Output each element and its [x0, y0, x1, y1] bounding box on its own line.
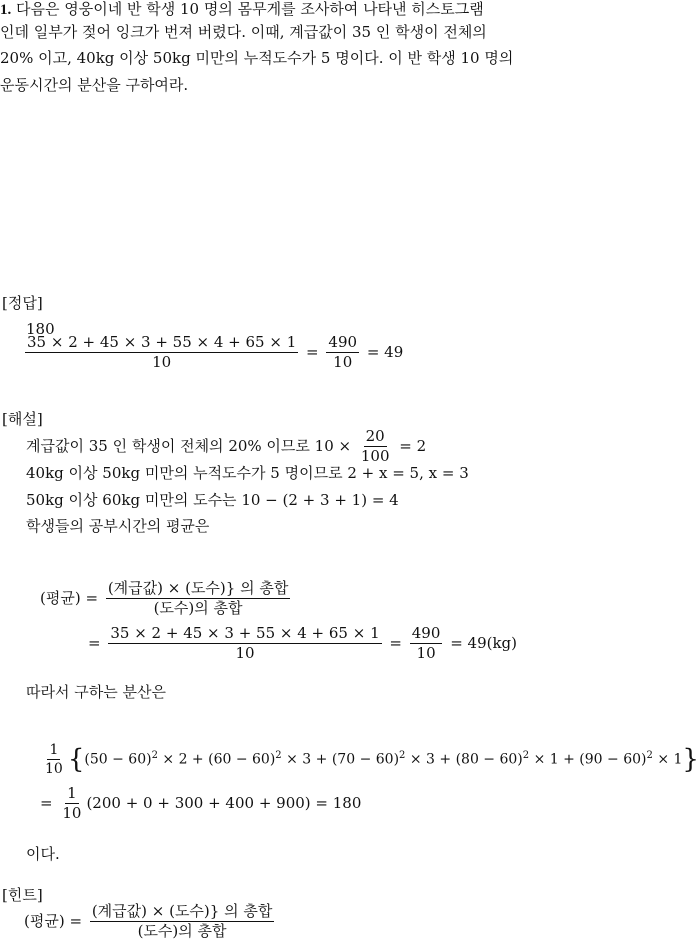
answer-fraction-2-num: 490: [326, 334, 359, 353]
hint-fraction: [90, 903, 275, 941]
answer-fraction-2: [326, 334, 359, 372]
variance-formula: [40, 742, 699, 777]
answer-numerator: 35 × 2 + 45 × 3 + 55 × 4 + 65 × 1: [25, 334, 298, 353]
variance-result-num: 1: [65, 785, 79, 804]
variance-result-den: 10: [62, 804, 82, 823]
answer-equals: =: [306, 342, 319, 361]
mean-formula: [40, 580, 293, 618]
solution-step-2: 40kg 이상 50kg 미만의 누적도수가 5 명이므로 2 + x = 5, x = 3: [26, 464, 469, 482]
solution-step-1-result: = 2: [399, 436, 427, 455]
mean-calc-equals-2: =: [389, 633, 402, 652]
variance-square-3: 2: [399, 749, 406, 761]
answer-result: = 49: [366, 342, 404, 361]
hint-numerator: (계급값) × (도수)} 의 총합: [90, 903, 275, 922]
variance-result-fraction: [60, 785, 83, 823]
hint-lhs: (평균) =: [24, 911, 83, 930]
variance-square-4: 2: [522, 749, 530, 761]
problem-line-3: 20% 이고, 40kg 이상 50kg 미만의 누적도수가 5 명이다. 이 반 학생 10 명의: [0, 49, 514, 67]
variance-brace-close: }: [682, 744, 699, 775]
mean-calc-fraction-2-den: 10: [416, 644, 436, 663]
problem-line-1: [0, 0, 484, 19]
variance-square-5: 2: [646, 749, 653, 761]
answer-fraction-2-den: 10: [333, 353, 353, 372]
answer-value-above: 180: [26, 320, 55, 338]
variance-square-2: 2: [275, 749, 282, 761]
variance-term-1: (50 − 60): [84, 751, 152, 768]
problem-text-1: 다음은 영웅이네 반 학생 10 명의 몸무게를 조사하여 나타낸 히스토그램: [16, 0, 484, 18]
answer-denominator: 10: [152, 353, 172, 372]
answer-fraction: [25, 334, 298, 372]
variance-term-2: × 2 + (60 − 60): [157, 751, 276, 768]
variance-result: [40, 785, 361, 823]
solution-step-1-den: 100: [360, 447, 390, 466]
variance-frac-den: 10: [45, 761, 63, 778]
answer-equation: [22, 334, 403, 372]
hint-formula: [24, 903, 277, 941]
mean-numerator: (계급값) × (도수)} 의 총합: [106, 580, 291, 599]
hint-label: [힌트]: [2, 886, 43, 904]
variance-square-1: 2: [151, 749, 158, 761]
variance-result-equals: =: [40, 793, 53, 812]
mean-calc-numerator: 35 × 2 + 45 × 3 + 55 × 4 + 65 × 1: [108, 625, 381, 644]
mean-calc-fraction-2-num: 490: [410, 625, 443, 644]
solution-step-1-fraction: [359, 428, 392, 466]
variance-result-expr: (200 + 0 + 300 + 400 + 900) = 180: [86, 793, 362, 812]
mean-calc-result: = 49(kg): [450, 633, 518, 652]
solution-step-4: 학생들의 공부시간의 평균은: [26, 517, 210, 535]
variance-term-3: × 3 + (70 − 60): [281, 751, 400, 768]
mean-denominator: (도수)의 총합: [153, 599, 243, 618]
solution-step-1-num: 20: [364, 428, 387, 447]
variance-brace-open: {: [67, 744, 85, 775]
mean-calc-equals: =: [88, 633, 101, 652]
mean-calc-denominator: 10: [235, 644, 255, 663]
variance-fraction: [43, 742, 65, 777]
variance-term-4: × 3 + (80 − 60): [405, 751, 523, 768]
problem-number: 1.: [0, 2, 12, 18]
mean-lhs: (평균) =: [40, 588, 99, 607]
variance-term-6: × 1: [652, 751, 683, 768]
mean-calc-fraction: [108, 625, 381, 663]
problem-line-4: 운동시간의 분산을 구하여라.: [0, 76, 189, 94]
solution-label: [해설]: [2, 410, 43, 428]
mean-calc-fraction-2: [410, 625, 443, 663]
mean-calculation: [88, 625, 517, 663]
solution-step-6: 이다.: [26, 845, 60, 863]
variance-frac-num: 1: [47, 742, 60, 760]
solution-step-3: 50kg 이상 60kg 미만의 도수는 10 − (2 + 3 + 1) = 4: [26, 491, 399, 509]
problem-line-2: 인데 일부가 젖어 잉크가 번져 버렸다. 이때, 계급값이 35 인 학생이 전체의: [0, 23, 487, 41]
mean-fraction: [106, 580, 291, 618]
solution-step-1-text: 계급값이 35 인 학생이 전체의 20% 이므로 10 ×: [26, 436, 352, 455]
variance-term-5: × 1 + (90 − 60): [529, 751, 647, 768]
solution-step-5: 따라서 구하는 분산은: [26, 683, 166, 701]
answer-label: [정답]: [2, 294, 43, 312]
hint-denominator: (도수)의 총합: [137, 922, 227, 941]
solution-step-1: [26, 428, 426, 466]
